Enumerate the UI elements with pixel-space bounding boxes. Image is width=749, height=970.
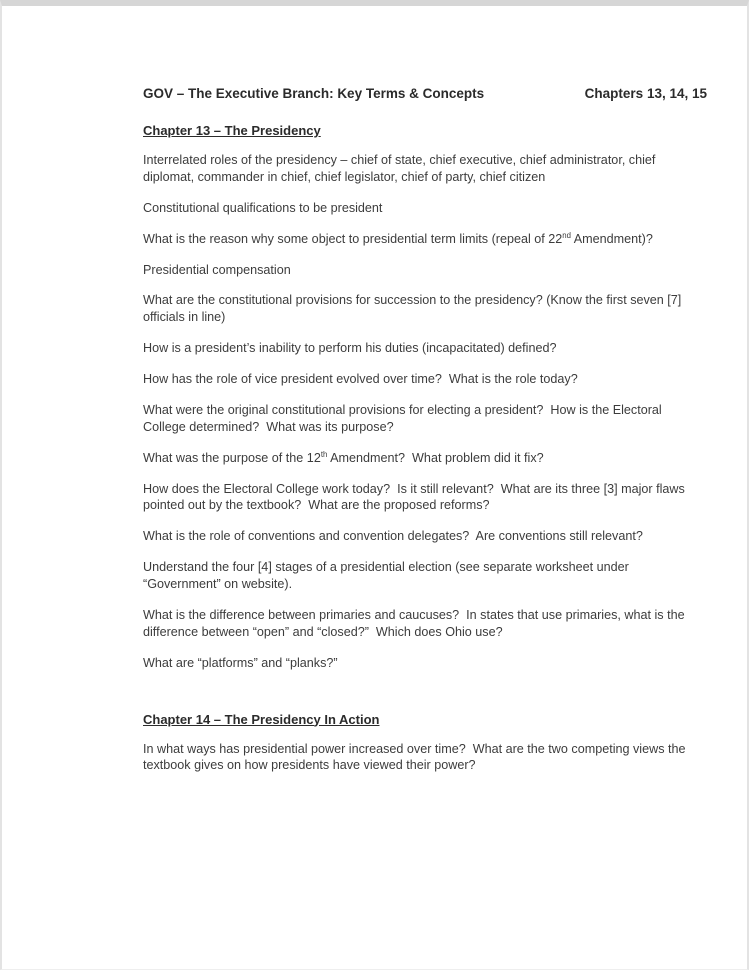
twelfth-amendment-superscript: th [320, 449, 328, 459]
chapters-label: Chapters 13, 14, 15 [584, 86, 707, 101]
paragraph-presidential-power: In what ways has presidential power increased over time? What are the two competing views the textbook gives on how presidents have viewed their power? [143, 741, 689, 773]
paragraph-vice-president: How has the role of vice president evolved over time? What is the role today? [143, 372, 578, 386]
section-heading-chapter-13: Chapter 13 – The Presidency [143, 123, 321, 138]
paragraph-platforms-planks: What are “platforms” and “planks?” [143, 655, 338, 670]
paragraph-conventions: What is the role of conventions and convention delegates? Are conventions still relevant? [143, 529, 643, 544]
paragraph-interrelated-roles: Interrelated roles of the presidency – chief of state, chief executive, chief administrator, chief diplomat, commander in chief, chief legislator, chief of party, chief citizen [143, 153, 659, 184]
document-content [2, 6, 747, 774]
term-limits-text: What is the reason why some object to presidential term limits (repeal of 22 [143, 231, 563, 246]
term-limits-superscript: nd [562, 230, 571, 240]
twelfth-amendment-text: What was the purpose of the 12 [143, 450, 321, 465]
term-limits-text-after: Amendment)? [570, 231, 653, 246]
twelfth-amendment-text-after: Amendment? What problem did it fix? [327, 450, 544, 465]
paragraph-term-limits [143, 231, 707, 248]
document-title: GOV – The Executive Branch: Key Terms & Concepts [143, 86, 485, 101]
paragraph-electoral-college-origin: What were the original constitutional provisions for electing a president? How is the Electoral College determined? What was its purpose? [143, 402, 666, 434]
paragraph-primaries-caucuses: What is the difference between primaries and caucuses? In states that use primaries, what is the difference between “open” and “closed?” Which does Ohio use? [143, 607, 689, 639]
paragraph-compensation: Presidential compensation [143, 262, 291, 277]
paragraph-12th-amendment [143, 450, 707, 467]
paragraph-qualifications: Constitutional qualifications to be president [143, 200, 383, 215]
paragraph-electoral-college-today: How does the Electoral College work today? Is it still relevant? What are its three [3] major flaws pointed out by the textbook? What are the proposed reforms? [143, 481, 689, 513]
paragraph-inability: How is a president’s inability to perform his duties (incapacitated) defined? [143, 341, 557, 356]
paragraph-succession: What are the constitutional provisions for succession to the presidency? (Know the first seven [7] officials in line) [143, 293, 685, 325]
section-heading-chapter-14: Chapter 14 – The Presidency In Action [143, 711, 380, 727]
document-header [143, 86, 707, 101]
paragraph-election-stages: Understand the four [4] stages of a presidential election (see separate worksheet under “Government” on website). [143, 560, 633, 591]
